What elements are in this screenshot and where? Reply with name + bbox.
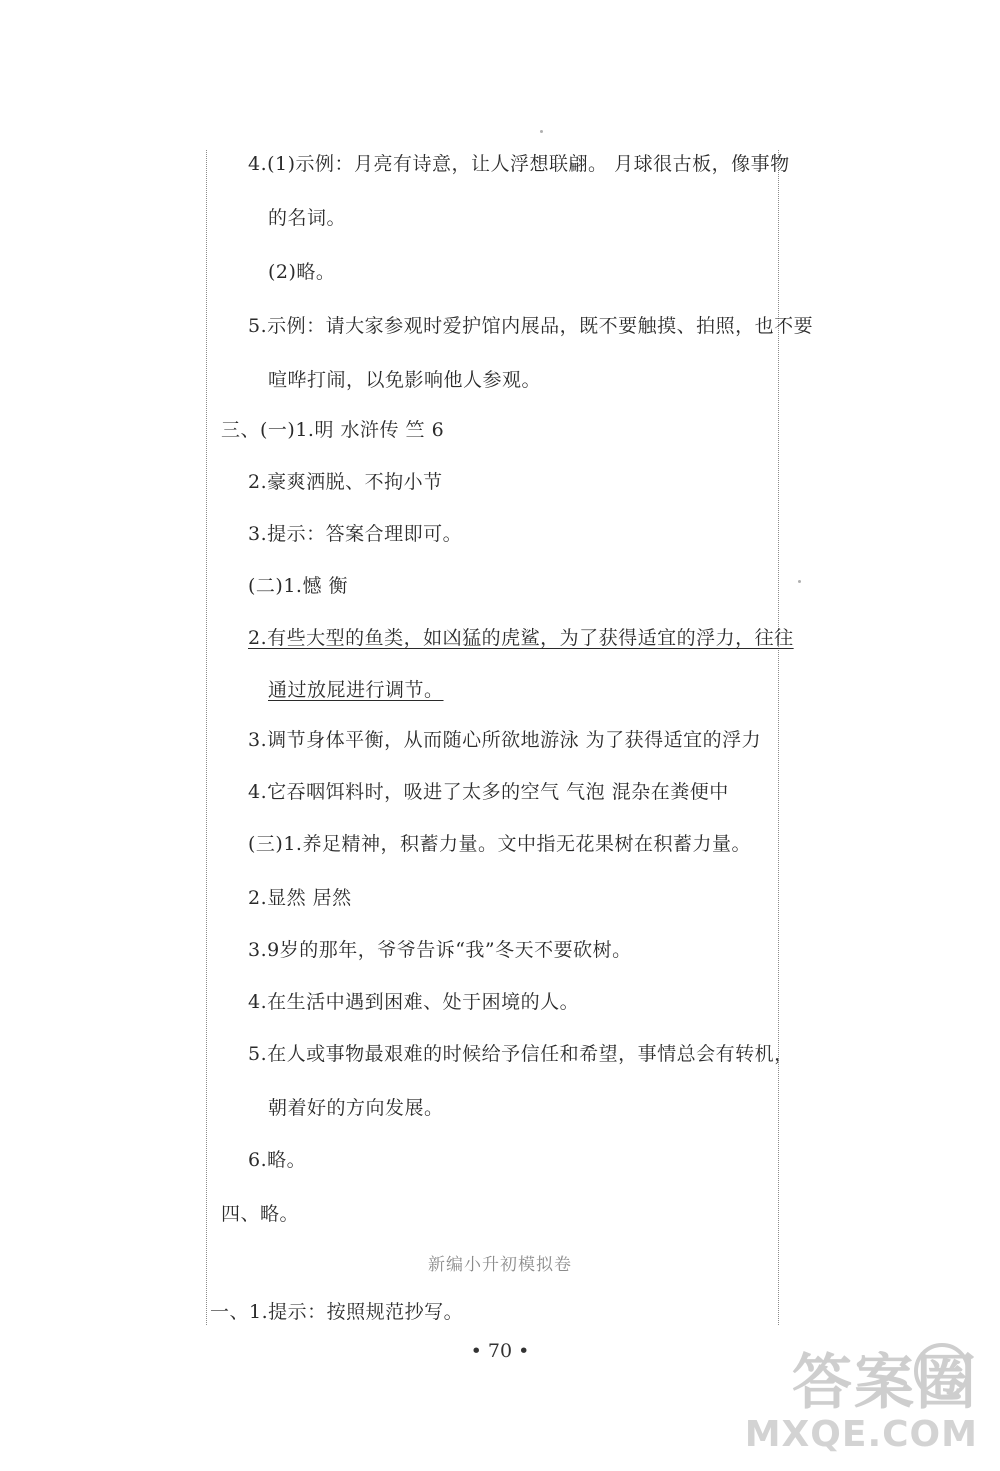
answer-line: 4.它吞咽饵料时，吸进了太多的空气 气泡 混杂在粪便中 (248, 781, 729, 803)
answer-line: 5.在人或事物最艰难的时候给予信任和希望，事情总会有转机， (248, 1043, 794, 1065)
answer-line-underlined: 通过放屁进行调节。 (268, 679, 444, 701)
answer-line: (2)略。 (268, 261, 336, 283)
watermark-text-en: MXQE.COM (744, 1414, 978, 1455)
answer-line: 5.示例：请大家参观时爱护馆内展品，既不要触摸、拍照，也不要 (248, 315, 814, 337)
answer-line: 3.9岁的那年，爷爷告诉“我”冬天不要砍树。 (248, 939, 632, 961)
left-margin-dotted-line (206, 150, 207, 1325)
answer-line: 4.(1)示例：月亮有诗意，让人浮想联翩。 月球很古板，像事物 (248, 153, 790, 175)
watermark-logo (738, 1335, 978, 1455)
answer-line: (三)1.养足精神，积蓄力量。文中指无花果树在积蓄力量。 (248, 833, 751, 855)
answer-line: 一、1.提示：按照规范抄写。 (210, 1301, 464, 1323)
section-title: 新编小升初模拟卷 (428, 1255, 572, 1275)
scan-speck (798, 580, 801, 583)
answer-line: 3.提示：答案合理即可。 (248, 523, 463, 545)
answer-line: 6.略。 (248, 1149, 307, 1171)
answer-line: 三、(一)1.明 水浒传 竺 6 (221, 419, 445, 441)
page-number: • 70 • (470, 1340, 530, 1362)
answer-line: 的名词。 (268, 207, 347, 229)
scan-speck (540, 130, 543, 133)
answer-line: 4.在生活中遇到困难、处于困境的人。 (248, 991, 580, 1013)
answer-line: 喧哗打闹，以免影响他人参观。 (268, 369, 542, 391)
answer-line: 2.显然 居然 (248, 887, 352, 909)
answer-line-underlined: 2.有些大型的鱼类，如凶猛的虎鲨，为了获得适宜的浮力，往往 (248, 627, 794, 649)
answer-line: (二)1.憾 衡 (248, 575, 348, 597)
answer-line: 朝着好的方向发展。 (268, 1097, 444, 1119)
answer-line: 3.调节身体平衡，从而随心所欲地游泳 为了获得适宜的浮力 (248, 729, 762, 751)
answer-line: 2.豪爽洒脱、不拘小节 (248, 471, 443, 493)
answer-line: 四、略。 (221, 1203, 300, 1225)
watermark-text-cn: 答案圈 (792, 1348, 978, 1418)
